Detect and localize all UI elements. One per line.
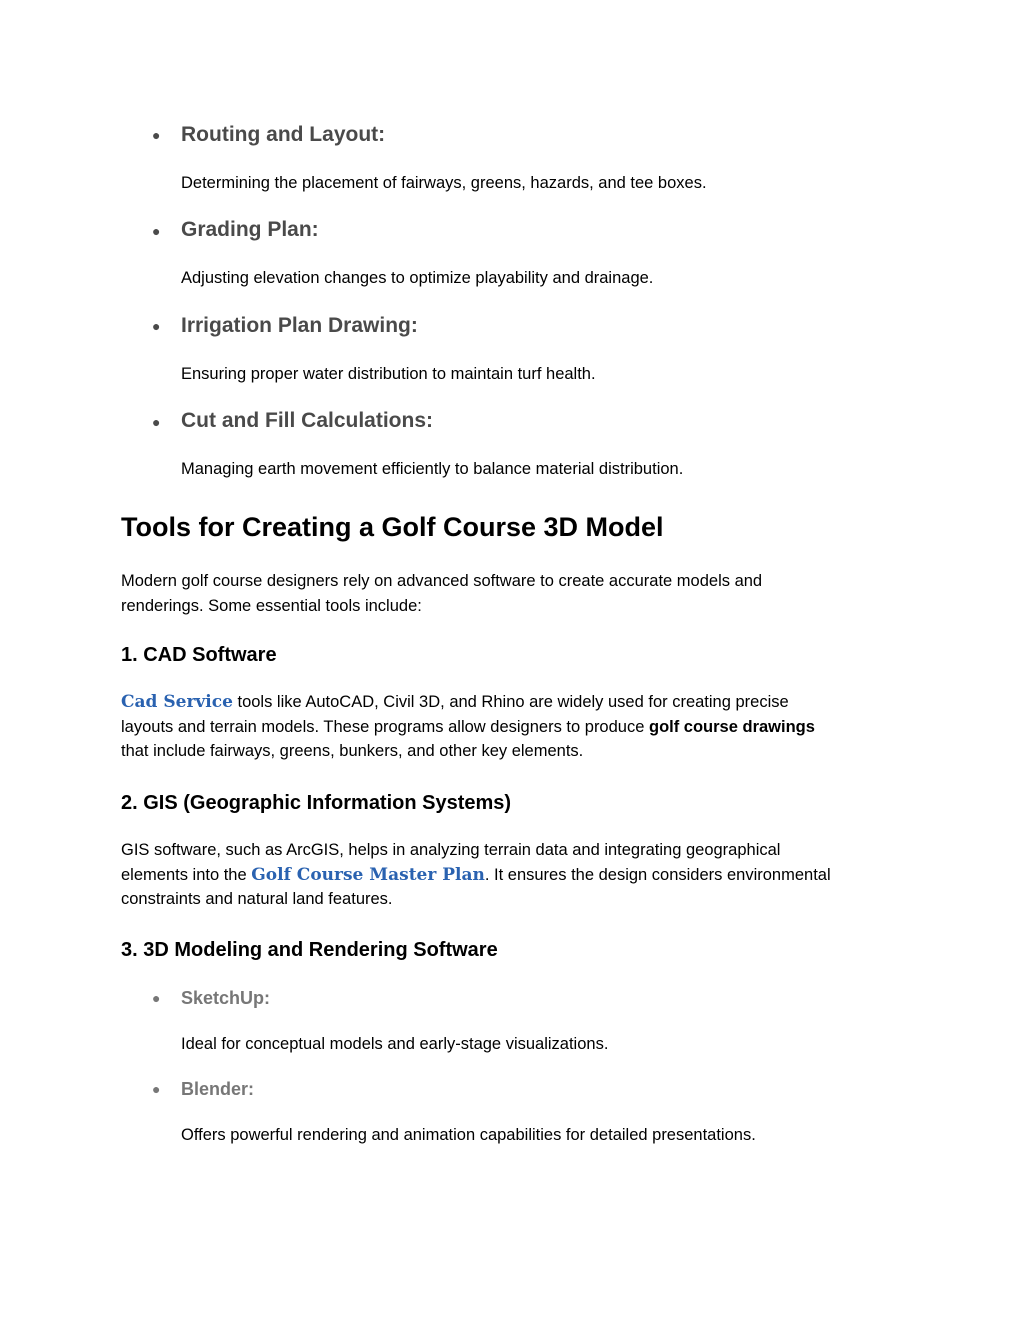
cad-heading: 1. CAD Software <box>121 644 277 666</box>
item-heading-blender: Blender: <box>181 1079 255 1099</box>
bullet-icon: ● <box>152 990 161 1006</box>
intro-line-1: Modern golf course designers rely on advanced software to create accurate models and <box>121 572 763 590</box>
gis-paragraph <box>121 838 921 912</box>
item-heading-irrigation: Irrigation Plan Drawing: <box>181 314 418 337</box>
intro-line-2: renderings. Some essential tools include: <box>121 596 422 615</box>
gis-line-2-end: . It ensures the design considers environmental <box>484 865 831 884</box>
bullet-icon: ● <box>152 223 161 239</box>
item-description-cut-fill: Managing earth movement efficiently to balance material distribution. <box>181 460 684 478</box>
section-title: Tools for Creating a Golf Course 3D Model <box>121 512 664 542</box>
gis-line-1: GIS software, such as ArcGIS, helps in analyzing terrain data and integrating geographical <box>121 841 781 859</box>
modeling-heading: 3. 3D Modeling and Rendering Software <box>121 939 498 961</box>
cad-paragraph <box>121 690 921 764</box>
cad-line-1: tools like AutoCAD, Civil 3D, and Rhino are widely used for creating precise <box>232 693 789 711</box>
cad-line-2: layouts and terrain models. These programs allow designers to produce <box>121 717 649 736</box>
bullet-icon: ● <box>152 1081 161 1097</box>
item-description-grading: Adjusting elevation changes to optimize playability and drainage. <box>181 269 654 287</box>
section-intro <box>121 569 921 618</box>
cad-bold-phrase: golf course drawings <box>648 717 815 736</box>
item-heading-sketchup: SketchUp: <box>181 988 271 1008</box>
cad-service-link[interactable]: Cad Service <box>121 692 233 712</box>
item-description-irrigation: Ensuring proper water distribution to maintain turf health. <box>181 365 596 383</box>
item-heading-grading: Grading Plan: <box>181 218 319 241</box>
item-heading-routing: Routing and Layout: <box>181 123 386 146</box>
bullet-icon: ● <box>152 127 161 143</box>
item-heading-cut-fill: Cut and Fill Calculations: <box>181 409 434 432</box>
item-description-routing: Determining the placement of fairways, greens, hazards, and tee boxes. <box>181 174 707 192</box>
gis-heading: 2. GIS (Geographic Information Systems) <box>121 792 512 814</box>
gis-line-3: constraints and natural land features. <box>121 890 393 908</box>
gis-line-2-start: elements into the <box>121 865 252 884</box>
item-description-sketchup: Ideal for conceptual models and early-stage visualizations. <box>181 1035 609 1053</box>
bullet-icon: ● <box>152 318 161 334</box>
cad-line-3: that include fairways, greens, bunkers, and other key elements. <box>121 742 584 760</box>
bullet-icon: ● <box>152 414 161 430</box>
master-plan-link[interactable]: Golf Course Master Plan <box>251 864 485 885</box>
item-description-blender: Offers powerful rendering and animation capabilities for detailed presentations. <box>181 1126 756 1144</box>
